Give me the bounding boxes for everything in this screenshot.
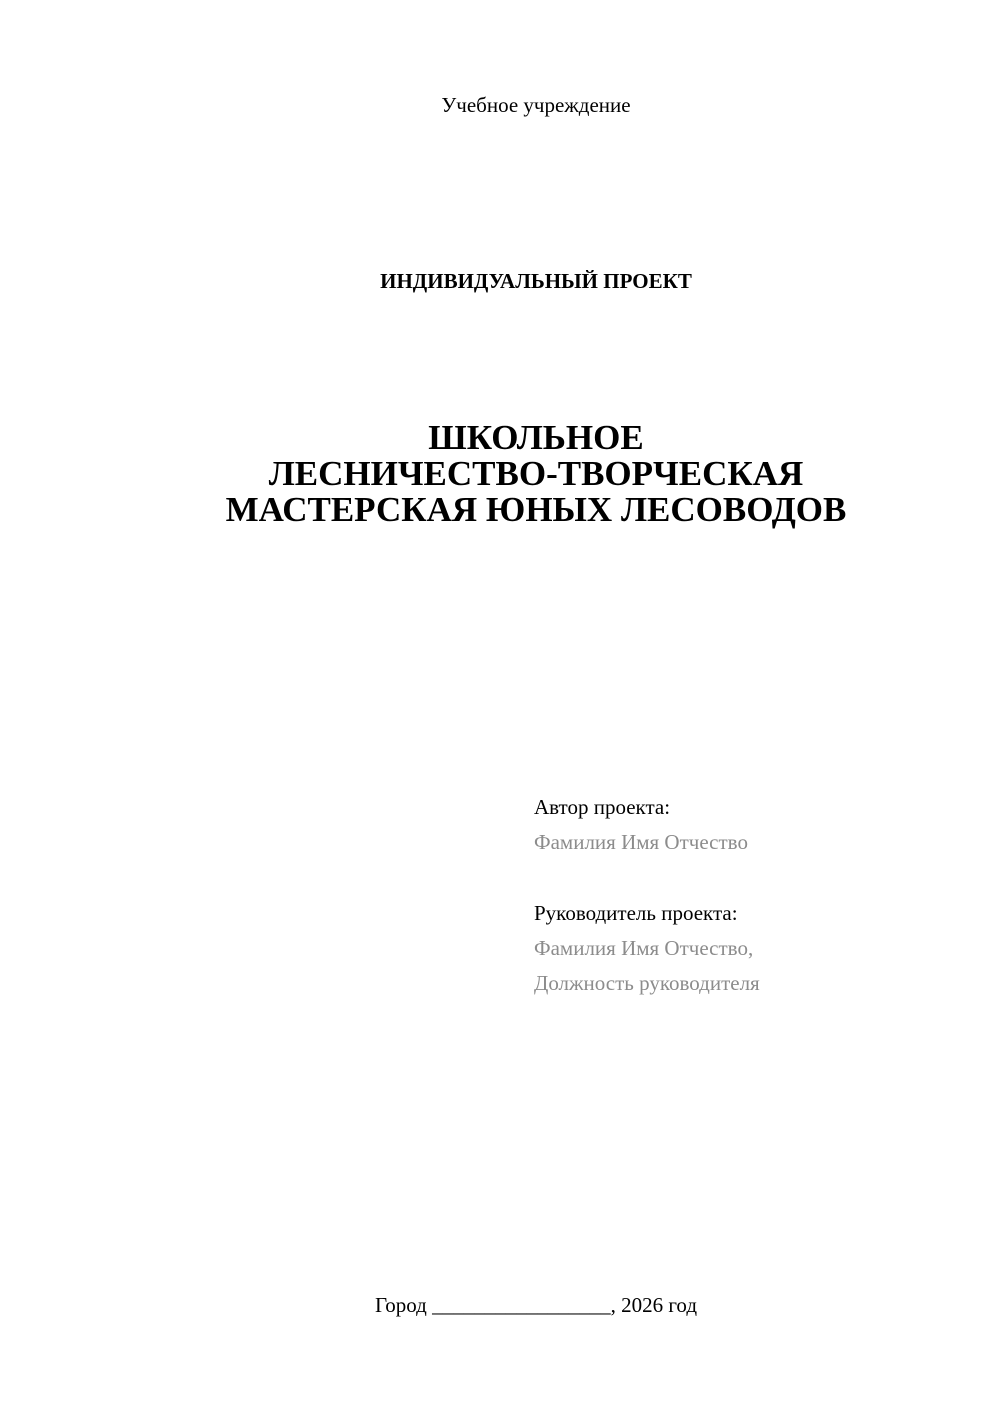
- project-type: ИНДИВИДУАЛЬНЫЙ ПРОЕКТ: [380, 269, 692, 293]
- project-title: [0, 420, 1000, 528]
- supervisor-name: Фамилия Имя Отчество,: [534, 936, 754, 960]
- project-title-line-3: МАСТЕРСКАЯ ЮНЫХ ЛЕСОВОДОВ: [225, 490, 847, 529]
- author-label: Автор проекта:: [534, 795, 671, 819]
- institution-name: Учебное учреждение: [441, 93, 631, 117]
- author-name: Фамилия Имя Отчество: [534, 830, 748, 854]
- project-title-line-1: ШКОЛЬНОЕ: [428, 418, 644, 457]
- project-title-line-2: ЛЕСНИЧЕСТВО-ТВОРЧЕСКАЯ: [268, 454, 804, 493]
- city-year-line: Город _________________, 2026 год: [374, 1293, 698, 1317]
- supervisor-label: Руководитель проекта:: [534, 901, 738, 925]
- supervisor-position: Должность руководителя: [534, 971, 760, 995]
- project-info-block: [534, 790, 760, 1001]
